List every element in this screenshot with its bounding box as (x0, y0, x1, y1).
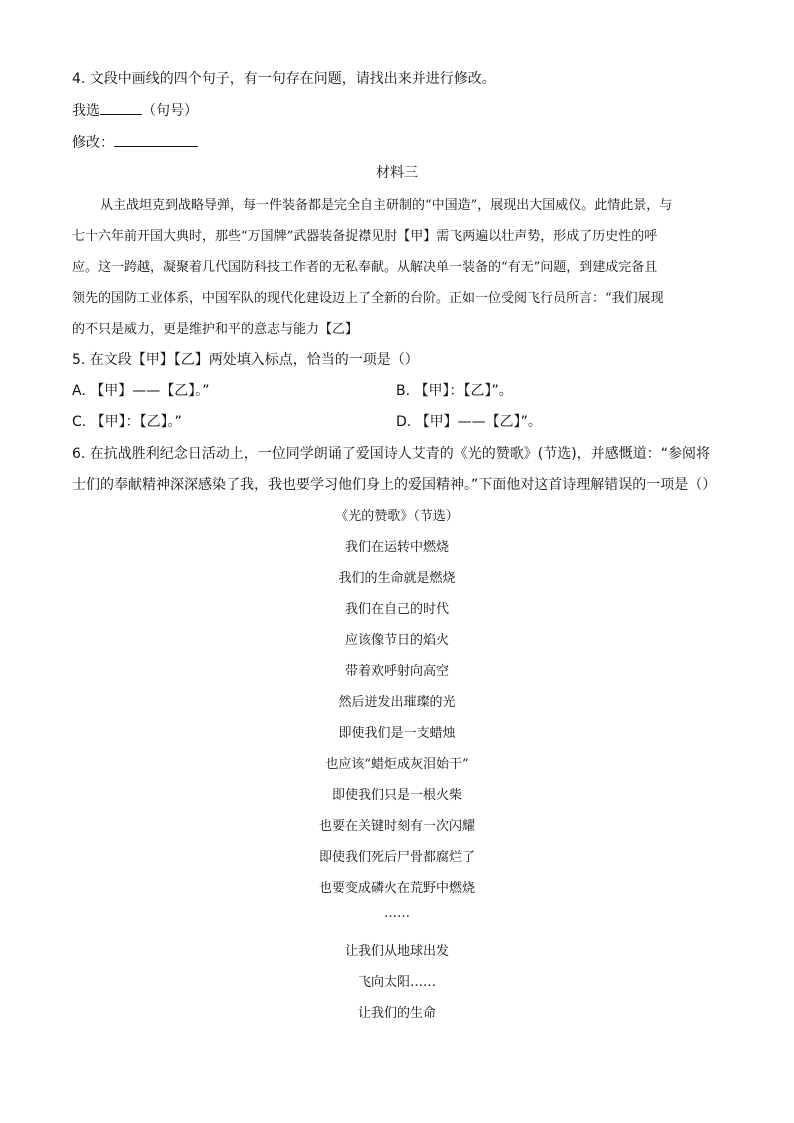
q4-choice-line (72, 100, 198, 120)
q5-option-d[interactable]: D. 【甲】——【乙】”。 (396, 414, 542, 430)
poem-line: 也应该“蜡炬成灰泪始干” (325, 757, 469, 772)
q4-revise-label: 修改： (72, 135, 114, 151)
poem-line: 我们在自己的时代 (344, 602, 449, 617)
q4-choose-suffix: （句号） (142, 103, 198, 119)
material3-line: 应。这一跨越，凝聚着几代国防科技工作者的无私奉献。从解决单一装备的“有无”问题，到建成完备且 (72, 260, 658, 275)
material3-line: 的不只是威力，更是维护和平的意志与能力【乙】 (72, 322, 359, 337)
material3-line: 从主战坦克到战略导弹，每一件装备都是完全自主研制的“中国造”，展现出大国威仪。此情此景，与 (100, 198, 673, 213)
poem-title: 《光的赞歌》（节选） (335, 509, 459, 524)
poem-line: 让我们从地球出发 (344, 944, 449, 959)
q5-option-b[interactable]: B. 【甲】：【乙】”。 (396, 383, 513, 399)
poem-line: 即使我们死后尸骨都腐烂了 (318, 850, 475, 865)
poem-line: 带着欢呼射向高空 (344, 664, 449, 679)
q6-prompt-line: 6. 在抗战胜利纪念日活动上，一位同学朗诵了爱国诗人艾青的《光的赞歌》(节选)，并感慨道：“参阅将 (72, 446, 710, 462)
q5-option-a[interactable]: A. 【甲】——【乙】。” (72, 383, 210, 399)
poem-line: 即使我们只是一根火柴 (331, 788, 462, 803)
poem-line: 让我们的生命 (357, 1006, 436, 1021)
q5-option-c[interactable]: C. 【甲】：【乙】。” (72, 414, 182, 430)
poem-ellipsis: …… (384, 906, 410, 921)
material3-line: 七十六年前开国大典时，那些“万国牌”武器装备捉襟见肘【甲】需飞两遍以壮声势，形成了历史性的呼 (72, 229, 658, 244)
poem-line: 应该像节日的焰火 (344, 633, 449, 648)
poem-line: 我们在运转中燃烧 (344, 540, 449, 555)
q4-prompt: 4. 文段中画线的四个句子，有一句存在问题，请找出来并进行修改。 (72, 71, 496, 87)
q4-choose-label: 我选 (72, 103, 100, 119)
poem-line: 即使我们是一支蜡烛 (338, 726, 456, 741)
q4-choice-blank[interactable] (100, 100, 142, 115)
q5-prompt: 5. 在文段【甲】【乙】两处填入标点，恰当的一项是（） (72, 352, 419, 368)
q6-prompt-line: 士们的奉献精神深深感染了我，我也要学习他们身上的爱国精神。”下面他对这首诗理解错误的一项是（） (72, 477, 717, 493)
q4-revise-line (72, 132, 198, 152)
poem-line: 飞向太阳…… (357, 975, 436, 990)
poem-line: 也要变成磷火在荒野中燃烧 (318, 881, 475, 896)
material3-title: 材料三 (376, 165, 418, 181)
poem-line: 然后迸发出璀璨的光 (338, 695, 456, 710)
material3-line: 领先的国防工业体系，中国军队的现代化建设迈上了全新的台阶。正如一位受阅飞行员所言：“我们展现 (72, 291, 664, 306)
q4-revise-blank[interactable] (114, 132, 198, 147)
poem-line: 也要在关键时刻有一次闪耀 (318, 819, 475, 834)
poem-line: 我们的生命就是燃烧 (338, 571, 456, 586)
